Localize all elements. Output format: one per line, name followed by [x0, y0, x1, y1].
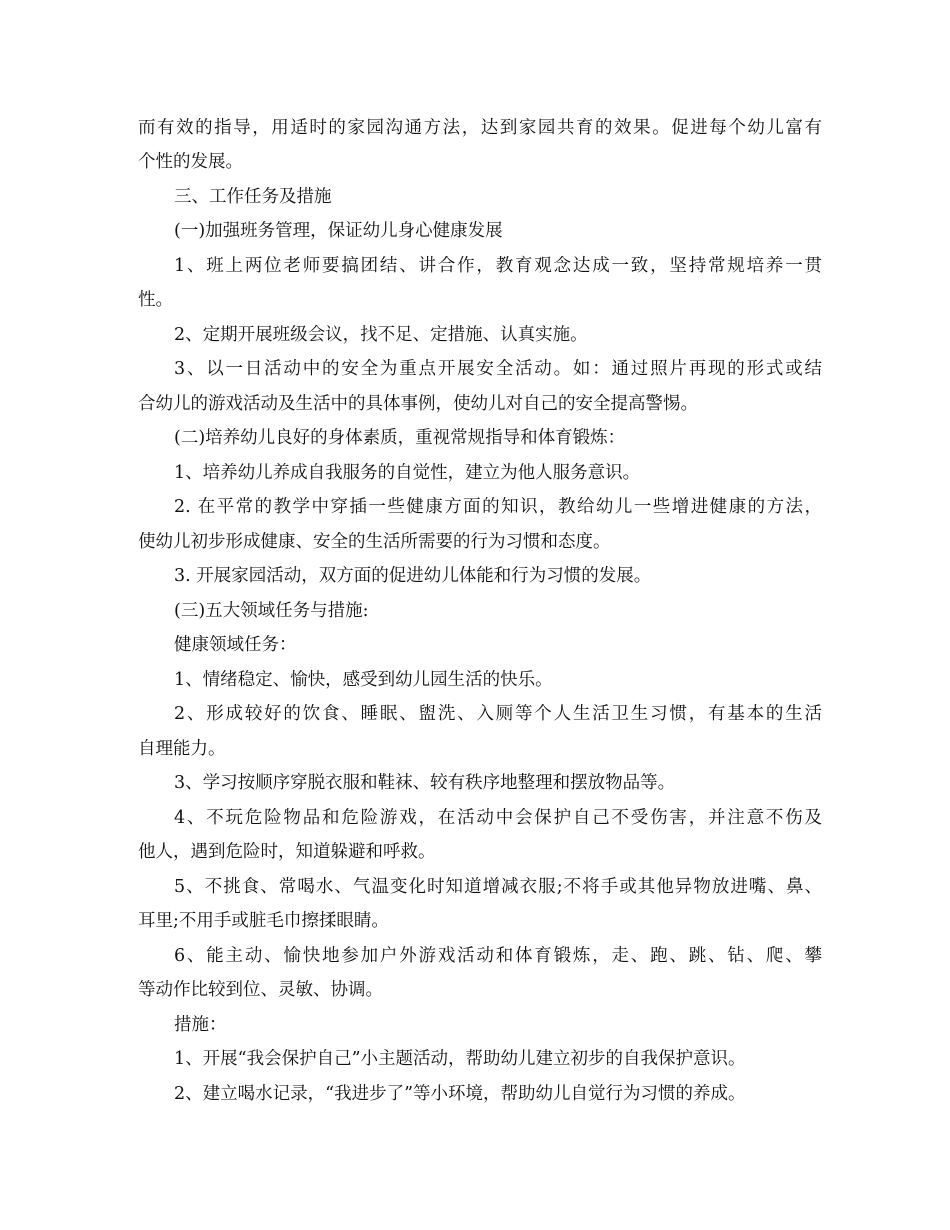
- text-line: 他人，遇到危险时，知道躲避和呼救。: [138, 842, 436, 862]
- text-line: 而有效的指导，用适时的家园沟通方法，达到家园共育的效果。促进每个幼儿富有: [138, 118, 822, 138]
- text-line: 耳里;不用手或脏毛巾擦揉眼睛。: [138, 911, 389, 931]
- text-line: 3. 开展家园活动，双方面的促进幼儿体能和行为习惯的发展。: [174, 566, 652, 586]
- text-line: 6、能主动、愉快地参加户外游戏活动和体育锻炼，走、跑、跳、钻、爬、攀: [174, 946, 822, 966]
- text-line: 2、定期开展班级会议，找不足、定措施、认真实施。: [174, 325, 588, 345]
- text-line: 措施：: [174, 1015, 227, 1035]
- text-line: 1、情绪稳定、愉快，感受到幼儿园生活的快乐。: [174, 670, 553, 690]
- text-line: 4、不玩危险物品和危险游戏，在活动中会保护自己不受伤害，并注意不伤及: [174, 808, 822, 828]
- text-line: 5、不挑食、常喝水、气温变化时知道增减衣服;不将手或其他异物放进嘴、鼻、: [174, 877, 822, 897]
- text-line: 2、建立喝水记录，“我进步了”等小环境，帮助幼儿自觉行为习惯的养成。: [174, 1084, 746, 1104]
- subsection-heading: (一)加强班务管理，保证幼儿身心健康发展: [174, 221, 503, 241]
- text-line: 使幼儿初步形成健康、安全的生活所需要的行为习惯和态度。: [138, 532, 611, 552]
- text-line: 自理能力。: [138, 739, 226, 759]
- text-line: 1、班上两位老师要搞团结、讲合作，教育观念达成一致，坚持常规培养一贯: [174, 256, 822, 276]
- text-line: 2. 在平常的教学中穿插一些健康方面的知识，教给幼儿一些增进健康的方法，: [174, 497, 822, 517]
- text-line: 健康领域任务：: [174, 635, 297, 655]
- section-heading: 三、工作任务及措施: [174, 187, 332, 207]
- text-line: 2、形成较好的饮食、睡眠、盥洗、入厕等个人生活卫生习惯，有基本的生活: [174, 704, 822, 724]
- text-line: 3、学习按顺序穿脱衣服和鞋袜、较有秩序地整理和摆放物品等。: [174, 773, 676, 793]
- subsection-heading: (二)培养幼儿良好的身体素质，重视常规指导和体育锻炼：: [174, 428, 626, 448]
- text-line: 个性的发展。: [138, 152, 243, 172]
- text-line: 等动作比较到位、灵敏、协调。: [138, 980, 383, 1000]
- text-line: 合幼儿的游戏活动及生活中的具体事例，使幼儿对自己的安全提高警惕。: [138, 394, 698, 414]
- text-line: 3、以一日活动中的安全为重点开展安全活动。如：通过照片再现的形式或结: [174, 359, 822, 379]
- text-line: 1、培养幼儿养成自我服务的自觉性，建立为他人服务意识。: [174, 463, 641, 483]
- text-line: 性。: [138, 290, 173, 310]
- text-line: 1、开展“我会保护自己”小主题活动，帮助幼儿建立初步的自我保护意识。: [174, 1049, 746, 1069]
- subsection-heading: (三)五大领域任务与措施:: [174, 601, 369, 621]
